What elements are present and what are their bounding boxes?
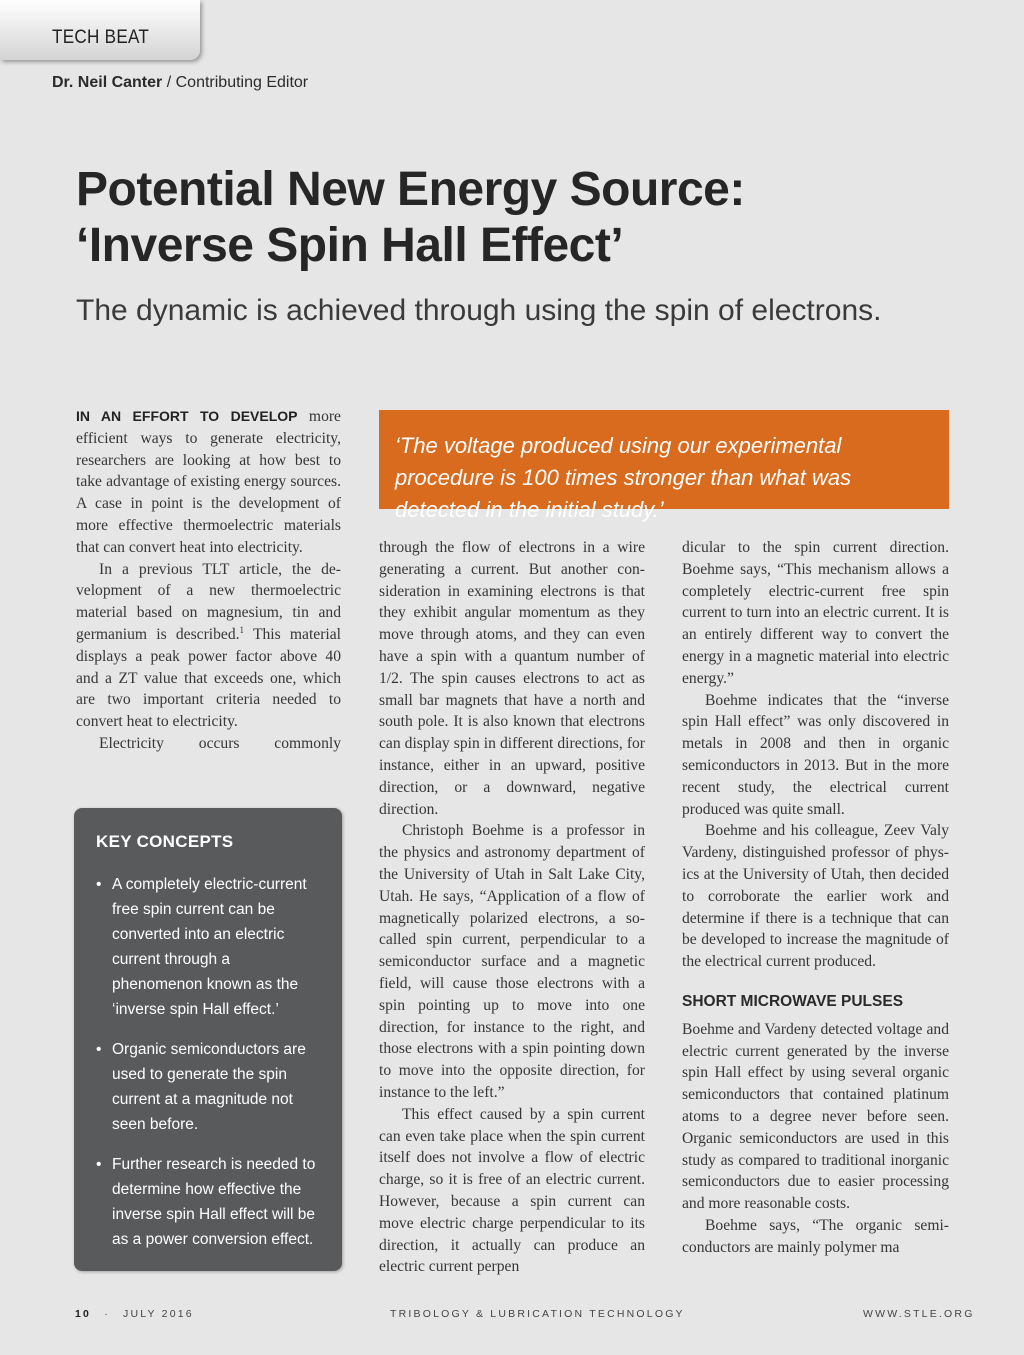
paragraph: Boehme and his colleague, Zeev Valy Vardeny, distinguished professor of physics at the University of Utah, then decided to corroborate the earlier work and determine if there is a technique that can be developed to increase the magnitude of the electrical current produced.	[682, 822, 949, 971]
paragraph: In a previous TLT article, the development of a new thermoelectric material based on magnesium, tin and germanium is described.$^1$ This material displays a peak power factor above 40 and a ZT value that exceeds one, which are two important criteria needed to convert heat to electricity.	[76, 560, 341, 731]
footer-separator: ·	[104, 1308, 110, 1320]
byline	[52, 74, 308, 92]
list-item: • A completely electric-current free spin current can be converted into an electric current through a phenomenon known as the ‘inverse spin Hall effect.’	[96, 872, 320, 1022]
pull-quote: ‘The voltage produced using our experimental procedure is 100 times stronger than what was detected in the initial study.’	[379, 410, 949, 509]
article-deck: The dynamic is achieved through using the spin of electrons.	[76, 294, 882, 327]
publication-name: TRIBOLOGY & LUBRICATION TECHNOLOGY	[390, 1308, 685, 1320]
section-tab-label: TECH BEAT	[52, 27, 150, 48]
section-subhead: SHORT MICROWAVE PULSES	[682, 992, 904, 1010]
key-concepts-list	[96, 872, 320, 1252]
paragraph: Christoph Boehme is a professor in the physics and astronomy department of the University of Utah in Salt Lake City, Utah. He says, “Application of a flow of magnetically polarized electrons, a so-called spin current, perpendicular to a semiconductor surface and a magnetic field, will cause those electrons with a spin pointing up to move into one direction, for instance to the right, and those electrons with a spin pointing down to move into the opposite direction, for instance to the left.”	[379, 822, 645, 1101]
bullet-icon: •	[96, 1156, 102, 1173]
footer-left	[75, 1308, 194, 1320]
section-tab	[0, 0, 200, 60]
paragraph: Boehme indicates that the “inverse spin Hall effect” was only discovered in metals in 2008 and then in organic semiconductors in 2013. But in the more recent study, the electrical current produced was quite small.	[682, 691, 949, 818]
lead-in: IN AN EFFORT TO DEVELOP	[76, 408, 298, 424]
body-column-2	[379, 537, 645, 1278]
author-name: Dr. Neil Canter	[52, 74, 163, 91]
paragraph: through the flow of electrons in a wire generating a current. But another consideration in examining electrons is that they exhibit angular momentum as they move through atoms, and they can even have a spin with a quantum number of 1/2. The spin causes electrons to act as small bar magnets that have a north and south pole. It is also known that electrons can display spin in different directions, for instance, either in an upward, positive direction, or a downward, negative direction.	[379, 539, 645, 818]
title-line-2: ‘Inverse Spin Hall Effect’	[76, 219, 624, 272]
paragraph: Boehme says, “The organic semiconductors are mainly polymer ma	[682, 1216, 949, 1256]
article-title	[76, 162, 745, 274]
paragraph: Boehme and Vardeny detected voltage and electric current generated by the inverse spin Hall effect by using several organic semiconductors that contained platinum atoms to a degree never before seen. Organic semiconductors are used in this study as compared to traditional inorganic semiconductors due to easier processing and more reasonable costs.	[682, 1020, 949, 1213]
bullet-icon: •	[96, 876, 102, 893]
key-concepts-heading: KEY CONCEPTS	[96, 832, 234, 851]
list-item: • Organic semiconductors are used to generate the spin current at a magnitude not seen before.	[96, 1037, 320, 1137]
issue-date: JULY 2016	[123, 1308, 194, 1320]
paragraph: IN AN EFFORT TO DEVELOP more efficient ways to generate electricity, researchers are looking at how best to take advantage of existing energy sources. A case in point is the development of more effective thermoelectric materials that can convert heat into electricity.	[76, 408, 341, 556]
body-column-3	[682, 537, 949, 1259]
body-column-1	[76, 406, 341, 755]
paragraph: Electricity occurs commonly	[99, 734, 341, 752]
paragraph: dicular to the spin current direction. Boehme says, “This mechanism allows a completely electric-current free spin current to turn into an electric current. It is an entirely different way to convert the energy in a magnetic material into electric energy.”	[682, 539, 949, 687]
page-number: 10	[75, 1308, 92, 1320]
list-item: • Further research is needed to determine how effective the inverse spin Hall effect will be as a power conversion effect.	[96, 1152, 320, 1252]
footnote-ref: 1	[239, 624, 245, 635]
bullet-icon: •	[96, 1041, 102, 1058]
paragraph: This effect caused by a spin current can even take place when the spin current itself does not involve a flow of electric charge, so it is free of an electric current. However, because a spin current can move electric charge perpendicular to its direction, it actually can produce an electric current perpen	[379, 1105, 645, 1276]
website: WWW.STLE.ORG	[863, 1308, 975, 1320]
key-concepts-box	[74, 808, 342, 1271]
title-line-1: Potential New Energy Source:	[76, 163, 745, 216]
author-role: / Contributing Editor	[166, 74, 309, 91]
